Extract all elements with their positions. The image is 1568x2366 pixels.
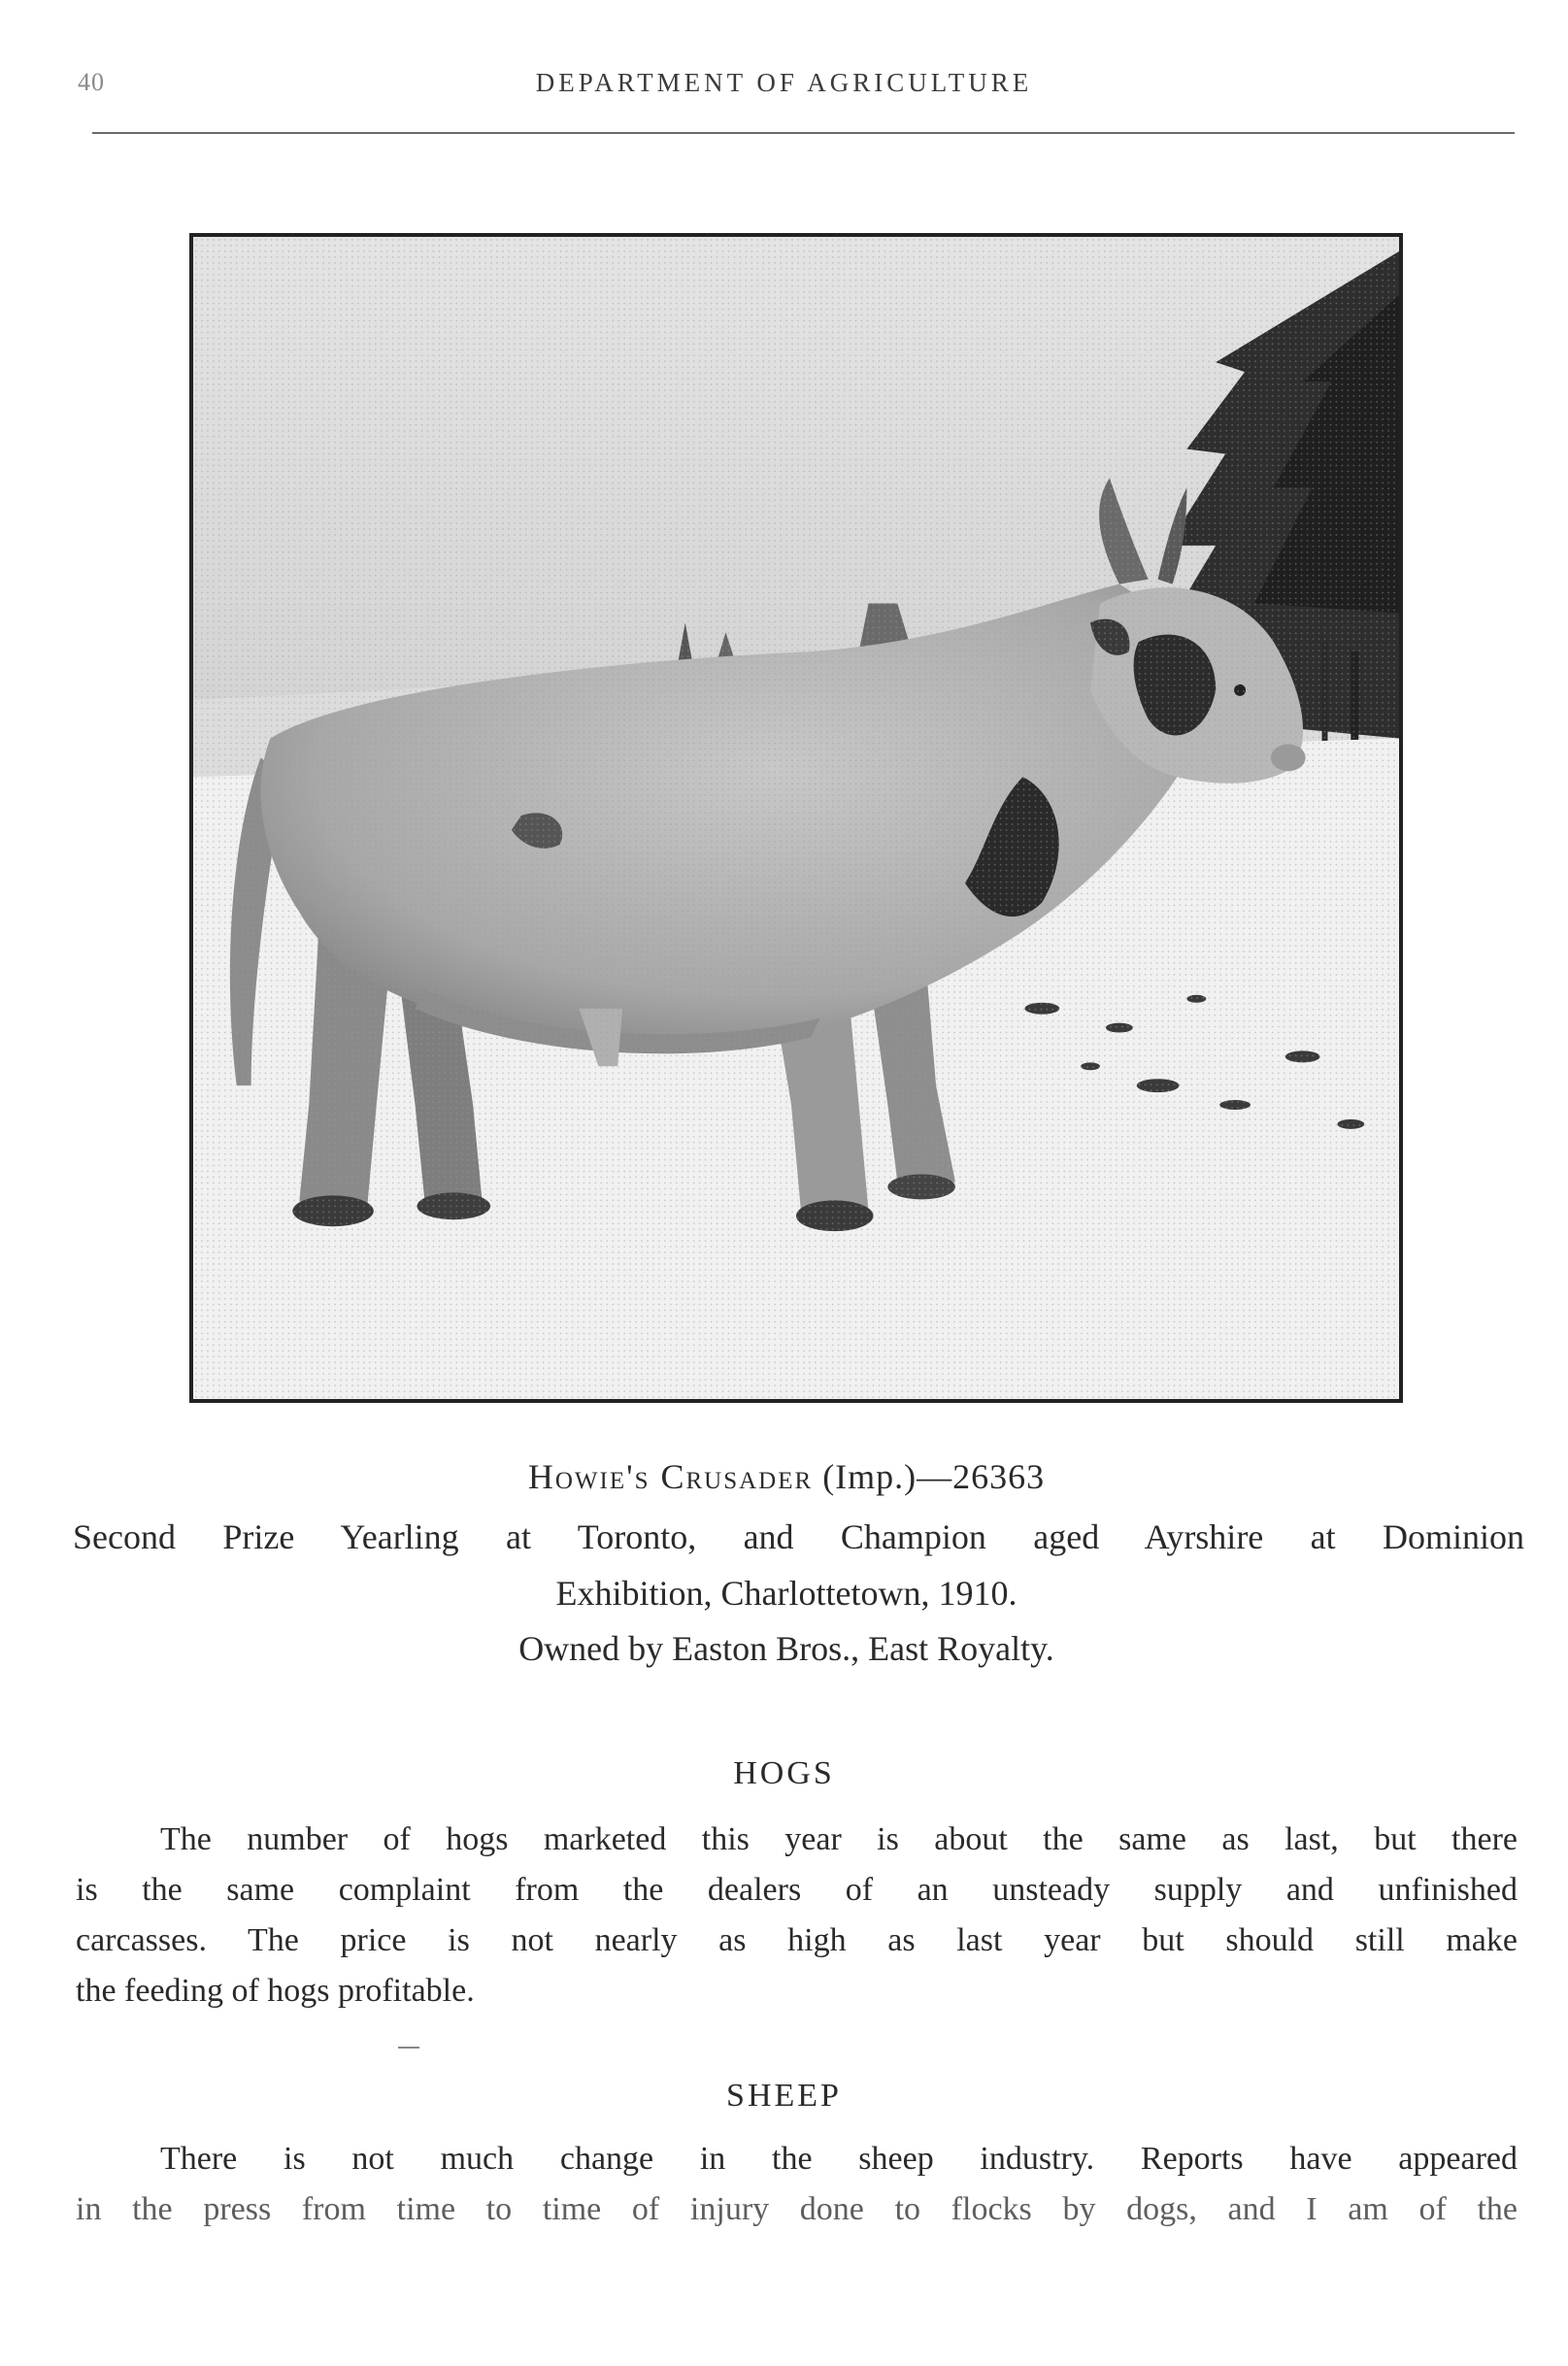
hogs-heading: HOGS xyxy=(733,1755,835,1791)
stray-mark xyxy=(398,2047,419,2049)
figure-caption-line-2: Exhibition, Charlottetown, 1910. xyxy=(555,1574,1018,1613)
sheep-paragraph-line: There is not much change in the sheep industry. Reports have appeared xyxy=(160,2141,1518,2177)
sheep-heading: SHEEP xyxy=(726,2078,842,2114)
figure-caption-title xyxy=(68,1456,1505,1497)
figure-caption-line-3: Owned by Easton Bros., East Royalty. xyxy=(518,1629,1054,1668)
hogs-paragraph-line: carcasses. The price is not nearly as high as last year but should still make xyxy=(76,1922,1518,1958)
figure-caption-line-1: Second Prize Yearling at Toronto, and Champion aged Ayrshire at Dominion xyxy=(73,1517,1524,1556)
caption-registration: (Imp.)—26363 xyxy=(822,1457,1046,1496)
bull-photograph xyxy=(189,233,1403,1403)
hogs-paragraph-line: is the same complaint from the dealers of an unsteady supply and unfinished xyxy=(76,1872,1518,1908)
page-number: 40 xyxy=(78,68,105,96)
hogs-paragraph-line: the feeding of hogs profitable. xyxy=(76,1973,475,2009)
sheep-paragraph-line: in the press from time to time of injury done to flocks by dogs, and I am of the xyxy=(76,2191,1518,2227)
hogs-paragraph-line: The number of hogs marketed this year is about the same as last, but there xyxy=(160,1821,1518,1857)
running-head: DEPARTMENT OF AGRICULTURE xyxy=(535,68,1033,97)
header-rule xyxy=(92,132,1515,134)
caption-bull-name: Howie's Crusader xyxy=(527,1457,814,1496)
ayrshire-bull-photo-icon xyxy=(193,237,1399,1399)
